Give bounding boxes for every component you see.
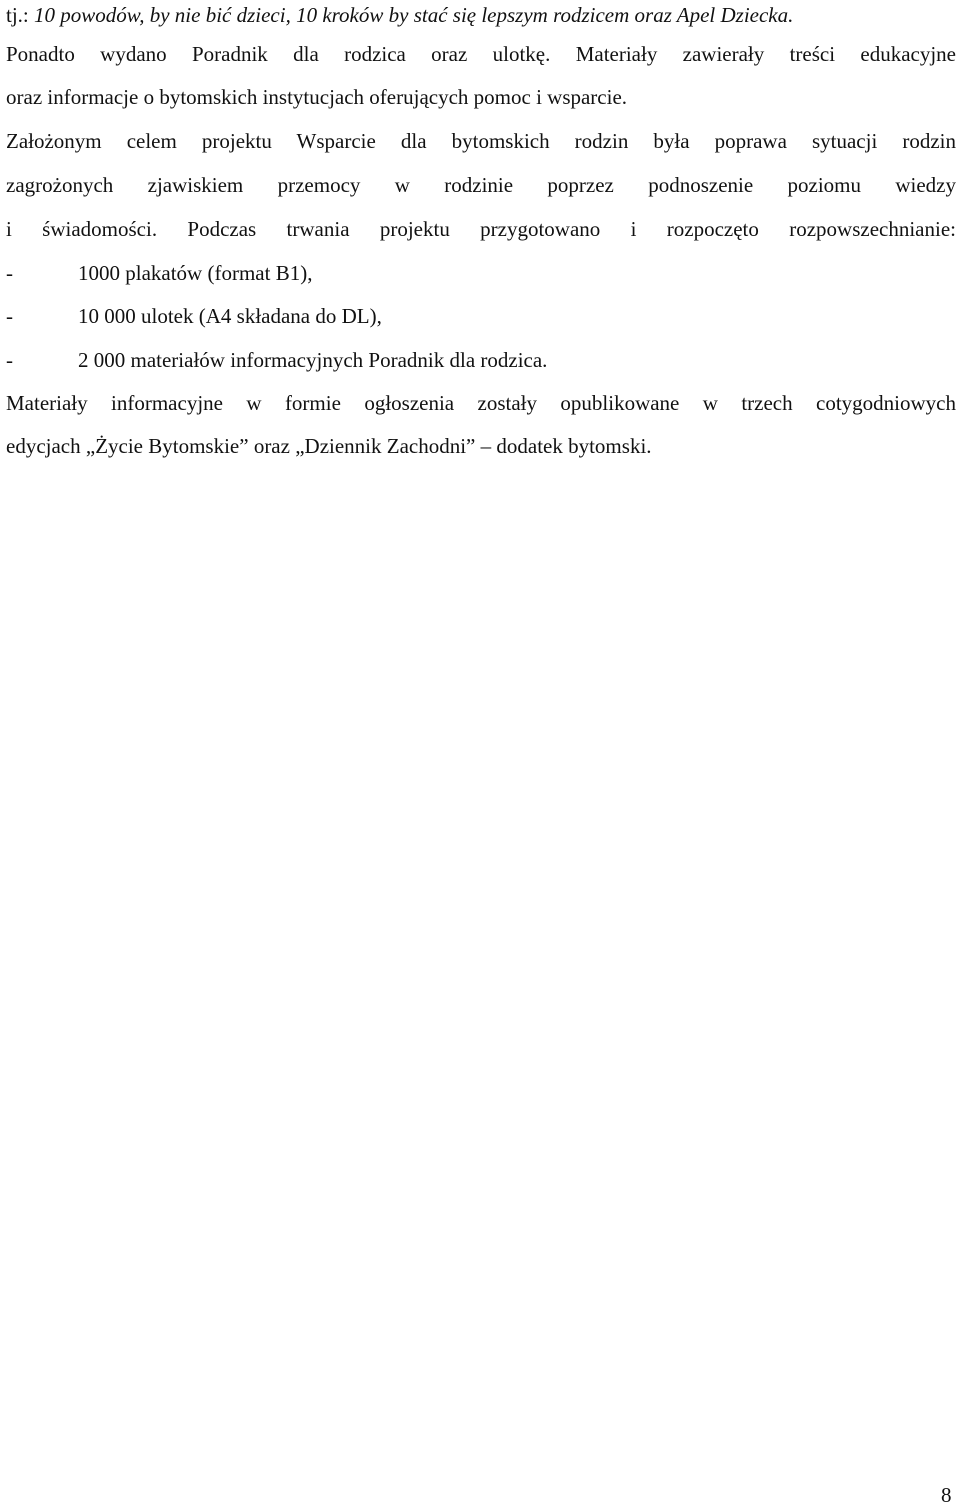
paragraph-3-line-2: edycjach „Życie Bytomskie” oraz „Dziennik Zachodni” – dodatek bytomski. bbox=[6, 434, 652, 458]
paragraph-3-line-1: Materiały informacyjne w formie ogłoszenia zostały opublikowane w trzech cotygodniowych bbox=[6, 391, 956, 415]
list-item-text: 2 000 materiałów informacyjnych Poradnik dla rodzica. bbox=[78, 348, 548, 372]
list-item-text: 10 000 ulotek (A4 składana do DL), bbox=[78, 304, 382, 328]
list-item-text: 1000 plakatów (format B1), bbox=[78, 261, 313, 285]
list-dash: - bbox=[6, 261, 13, 285]
page-number: 8 bbox=[941, 1483, 952, 1507]
paragraph-1-prefix: tj.: bbox=[6, 3, 35, 27]
list-dash: - bbox=[6, 304, 13, 328]
list-dash: - bbox=[6, 348, 13, 372]
paragraph-1-line-3: oraz informacje o bytomskich instytucjach oferujących pomoc i wsparcie. bbox=[6, 85, 628, 109]
list-item bbox=[6, 258, 312, 288]
list-item bbox=[6, 301, 382, 331]
paragraph-2-line-1: Założonym celem projektu Wsparcie dla bytomskich rodzin była poprawa sytuacji rodzin bbox=[6, 129, 956, 153]
paragraph-2-line-3: i świadomości. Podczas trwania projektu przygotowano i rozpoczęto rozpowszechnianie: bbox=[6, 217, 956, 241]
list-item bbox=[6, 345, 547, 375]
paragraph-2-line-2: zagrożonych zjawiskiem przemocy w rodzinie poprzez podnoszenie poziomu wiedzy bbox=[6, 173, 956, 197]
paragraph-1-line-1 bbox=[6, 0, 956, 30]
paragraph-1-italic-titles: 10 powodów, by nie bić dzieci, 10 kroków by stać się lepszym rodzicem oraz Apel Dziecka. bbox=[34, 3, 794, 27]
paragraph-1-line-2: Ponadto wydano Poradnik dla rodzica oraz ulotkę. Materiały zawierały treści edukacyjne bbox=[6, 42, 956, 66]
